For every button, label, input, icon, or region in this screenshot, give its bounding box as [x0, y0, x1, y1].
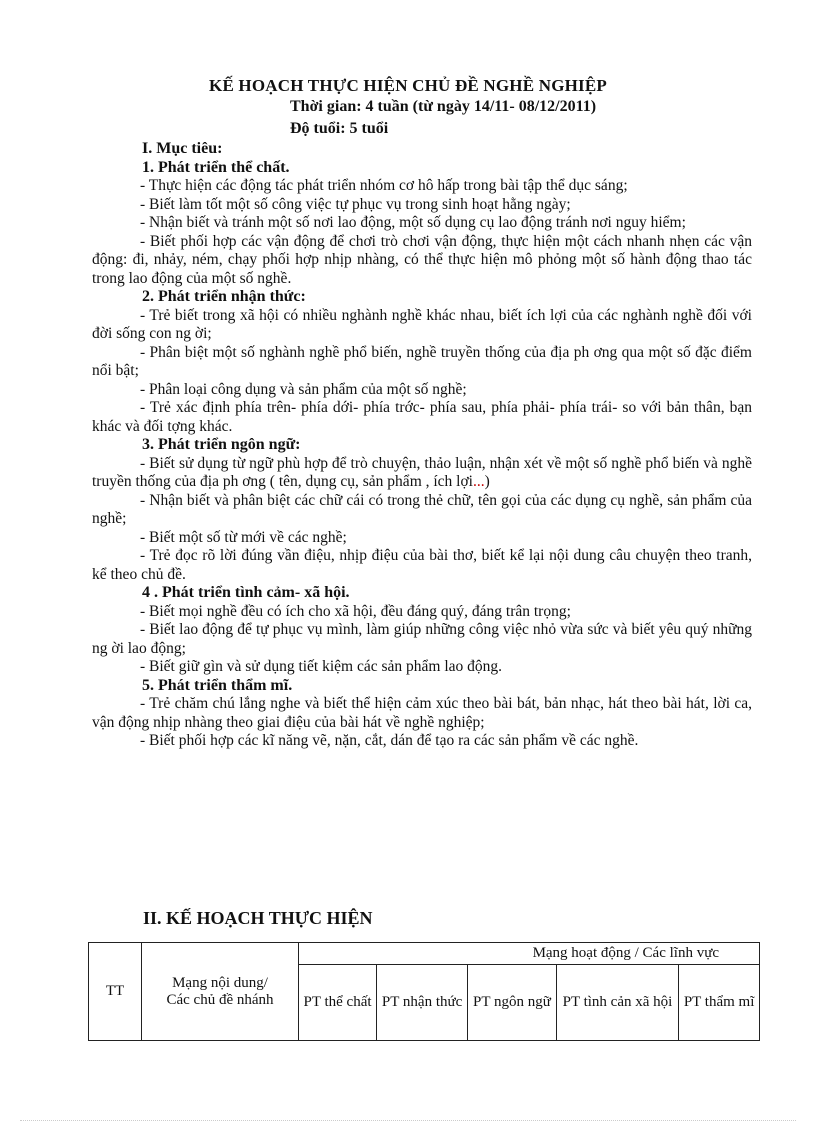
plan-heading: II. KẾ HOẠCH THỰC HIỆN	[143, 908, 373, 928]
time-range: Thời gian: 4 tuần (từ ngày 14/11- 08/12/2011)	[290, 98, 597, 115]
emotional-item: - Biết mọi nghề đều có ích cho xã hội, đều đáng quý, đáng trân trọng;	[140, 602, 571, 620]
table-header-tt: TT	[89, 943, 142, 1041]
language-item: - Nhận biết và phân biệt các chữ cái có trong thẻ chữ, tên gọi của các dụng cụ nghề, sản phẩm của nghề;	[92, 491, 752, 527]
plan-table	[88, 942, 760, 1041]
table-header-emotional: PT tình cản xã hội	[556, 965, 679, 1041]
cognitive-item: - Trẻ xác định phía trên- phía dới- phía trớc- phía sau, phía phải- phía trái- so với bản thân, bạn khác và đối tợng khác.	[92, 399, 752, 435]
page-bottom-rule	[20, 1120, 796, 1121]
emotional-item: - Biết lao động để tự phục vụ mình, làm giúp những công việc nhỏ vừa sức và biết yêu quý những ng ời lao động;	[92, 621, 752, 657]
language-item	[92, 455, 752, 492]
physical-item: - Biết làm tốt một số công việc tự phục vụ trong sinh hoạt hằng ngày;	[140, 195, 571, 213]
language-item-end: )	[484, 473, 490, 490]
table-header-physical: PT thể chất	[299, 965, 377, 1041]
language-item-ellipsis: ...	[473, 473, 485, 490]
aesthetic-heading: 5. Phát triển thẩm mĩ.	[142, 676, 293, 694]
table-header-group: Mạng hoạt động / Các lĩnh vực	[299, 943, 760, 965]
cognitive-item: - Trẻ biết trong xã hội có nhiều nghành nghề khác nhau, biết ích lợi của các nghành nghề đối với đời sống con ng ời;	[92, 306, 752, 342]
table-header-language: PT ngôn ngữ	[468, 965, 557, 1041]
physical-heading: 1. Phát triển thể chất.	[142, 158, 290, 176]
emotional-item: - Biết giữ gìn và sử dụng tiết kiệm các sản phẩm lao động.	[140, 658, 503, 675]
cognitive-item: - Phân loại công dụng và sản phẩm của một số nghề;	[140, 380, 467, 398]
cognitive-item: - Phân biệt một số nghành nghề phổ biến, nghề truyền thống của địa ph ơng qua một số đặc điểm nổi bật;	[92, 343, 752, 379]
physical-item: - Nhận biết và tránh một số nơi lao động, một số dụng cụ lao động tránh nơi nguy hiểm;	[140, 214, 686, 231]
aesthetic-item: - Biết phối hợp các kĩ năng vẽ, nặn, cắt, dán để tạo ra các sản phẩm về các nghề.	[140, 732, 639, 749]
language-item-text: - Biết sử dụng từ ngữ phù hợp để trò chuyện, thảo luận, nhận xét về một số nghề phổ biến và nghề truyền thống của địa ph ơng ( tên, dụng cụ, sản phẩm , ích lợi	[92, 454, 752, 490]
language-heading: 3. Phát triển ngôn ngữ:	[142, 436, 301, 453]
objectives-heading: I. Mục tiêu:	[142, 140, 223, 157]
language-item: - Trẻ đọc rõ lời đúng vần điệu, nhịp điệu của bài thơ, biết kể lại nội dung câu chuyện theo tranh, kể theo chủ đề.	[92, 547, 752, 583]
aesthetic-item: - Trẻ chăm chú lắng nghe và biết thể hiện cảm xúc theo bài bát, bản nhạc, hát theo bài hát, lời ca, vận động nhịp nhàng theo giai điệu của bài hát về nghề nghiệp;	[92, 695, 752, 731]
language-item: - Biết một số từ mới về các nghề;	[140, 528, 347, 546]
table-header-aesthetic: PT thẩm mĩ	[679, 965, 760, 1041]
age-group: Độ tuổi: 5 tuổi	[290, 120, 389, 137]
table-header-content: Mạng nội dung/ Các chủ đề nhánh	[142, 943, 299, 1041]
emotional-heading: 4 . Phát triển tình cảm- xã hội.	[142, 584, 350, 601]
physical-item: - Biết phối hợp các vận động để chơi trò chơi vận động, thực hiện một cách nhanh nhẹn các vận động: đi, nhảy, ném, chạy phối hợp nhịp nhàng, có thể thực hiện mô phỏng một số hành động thao tác trong lao động của một số nghề.	[92, 232, 752, 287]
table-header-cognitive: PT nhận thức	[377, 965, 468, 1041]
document-title: KẾ HOẠCH THỰC HIỆN CHỦ ĐỀ NGHỀ NGHIỆP	[209, 76, 607, 95]
physical-item: - Thực hiện các động tác phát triển nhóm cơ hô hấp trong bài tập thể dục sáng;	[140, 177, 628, 194]
objectives-section	[92, 140, 752, 751]
cognitive-heading: 2. Phát triển nhận thức:	[142, 288, 306, 305]
